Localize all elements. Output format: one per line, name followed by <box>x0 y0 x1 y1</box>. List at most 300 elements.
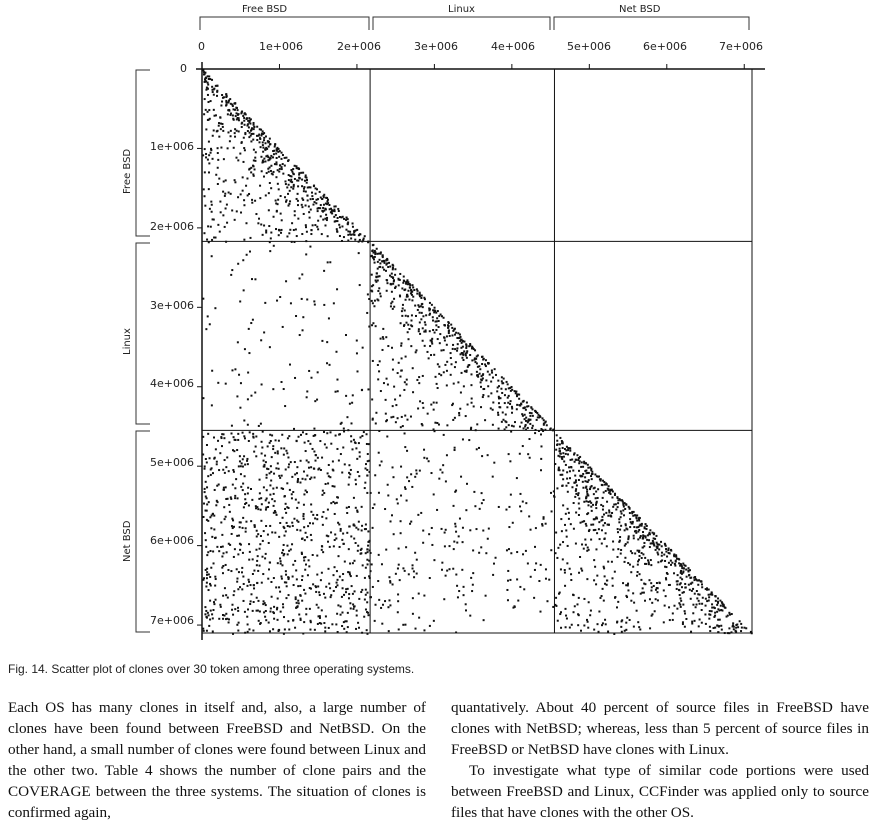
clone-point <box>210 550 212 552</box>
clone-point <box>619 536 621 538</box>
clone-point <box>206 239 208 241</box>
clone-point <box>253 126 255 128</box>
clone-point <box>480 381 482 383</box>
clone-point <box>516 578 518 580</box>
clone-point <box>507 397 509 399</box>
clone-point <box>481 356 483 358</box>
clone-point <box>626 528 628 530</box>
clone-point <box>688 584 690 586</box>
clone-point <box>276 300 278 302</box>
clone-point <box>206 503 208 505</box>
clone-point <box>649 529 651 531</box>
clone-point <box>460 347 462 349</box>
clone-point <box>508 526 510 528</box>
clone-point <box>451 363 453 365</box>
clone-point <box>441 562 443 564</box>
clone-point <box>624 508 626 510</box>
clone-point <box>560 518 562 520</box>
clone-point <box>440 374 442 376</box>
clone-point <box>208 501 210 503</box>
clone-point <box>569 627 571 629</box>
clone-point <box>339 216 341 218</box>
clone-point <box>456 542 458 544</box>
clone-point <box>218 178 220 180</box>
clone-point <box>280 611 282 613</box>
clone-point <box>322 524 324 526</box>
clone-point <box>401 287 403 289</box>
clone-point <box>270 232 272 234</box>
clone-point <box>578 479 580 481</box>
clone-point <box>355 442 357 444</box>
clone-point <box>544 429 546 431</box>
clone-point <box>225 594 227 596</box>
clone-point <box>351 402 353 404</box>
clone-point <box>202 154 204 156</box>
clone-point <box>642 587 644 589</box>
clone-point <box>418 330 420 332</box>
clone-point <box>342 216 344 218</box>
left-bracket-freebsd <box>136 70 150 236</box>
clone-point <box>327 482 329 484</box>
clone-point <box>550 428 552 430</box>
clone-point <box>255 446 257 448</box>
clone-point <box>506 589 508 591</box>
clone-point <box>494 368 496 370</box>
clone-point <box>361 506 363 508</box>
clone-point <box>364 487 366 489</box>
clone-point <box>465 609 467 611</box>
clone-point <box>564 572 566 574</box>
clone-point <box>646 539 648 541</box>
clone-point <box>305 204 307 206</box>
clone-point <box>594 487 596 489</box>
clone-point <box>297 478 299 480</box>
clone-point <box>405 299 407 301</box>
clone-point <box>583 520 585 522</box>
clone-point <box>239 543 241 545</box>
clone-point <box>336 288 338 290</box>
clone-point <box>215 114 217 116</box>
clone-point <box>305 608 307 610</box>
clone-point <box>264 455 266 457</box>
clone-point <box>404 415 406 417</box>
clone-point <box>610 515 612 517</box>
clone-point <box>302 431 304 433</box>
clone-point <box>282 326 284 328</box>
clone-point <box>485 359 487 361</box>
clone-point <box>312 554 314 556</box>
clone-point <box>291 175 293 177</box>
clone-point <box>237 607 239 609</box>
clone-point <box>271 434 273 436</box>
clone-point <box>231 518 233 520</box>
clone-point <box>321 572 323 574</box>
clone-point <box>272 156 274 158</box>
clone-point <box>261 383 263 385</box>
clone-point <box>272 388 274 390</box>
clone-point <box>366 443 368 445</box>
clone-point <box>422 375 424 377</box>
clone-point <box>371 563 373 565</box>
clone-point <box>235 157 237 159</box>
clone-point <box>214 307 216 309</box>
clone-point <box>225 486 227 488</box>
clone-point <box>230 103 232 105</box>
clone-point <box>272 150 274 152</box>
clone-point <box>354 590 356 592</box>
clone-point <box>453 505 455 507</box>
clone-point <box>281 487 283 489</box>
clone-point <box>564 524 566 526</box>
clone-point <box>203 516 205 518</box>
clone-point <box>206 571 208 573</box>
clone-point <box>207 475 209 477</box>
clone-point <box>545 568 547 570</box>
clone-point <box>622 582 624 584</box>
clone-point <box>608 509 610 511</box>
clone-point <box>360 552 362 554</box>
clone-point <box>570 573 572 575</box>
clone-point <box>359 456 361 458</box>
clone-point <box>288 507 290 509</box>
clone-point <box>215 599 217 601</box>
clone-point <box>463 594 465 596</box>
clone-point <box>320 579 322 581</box>
clone-point <box>289 526 291 528</box>
clone-point <box>482 394 484 396</box>
clone-point <box>260 129 262 131</box>
clone-point <box>210 100 212 102</box>
clone-point <box>280 575 282 577</box>
clone-point <box>575 481 577 483</box>
clone-point <box>643 583 645 585</box>
clone-point <box>316 514 318 516</box>
clone-point <box>609 492 611 494</box>
clone-point <box>649 546 651 548</box>
clone-point <box>443 317 445 319</box>
clone-point <box>603 538 605 540</box>
clone-point <box>595 548 597 550</box>
clone-point <box>482 359 484 361</box>
clone-point <box>680 582 682 584</box>
clone-point <box>283 388 285 390</box>
clone-point <box>301 553 303 555</box>
clone-point <box>367 388 369 390</box>
clone-point <box>298 177 300 179</box>
clone-point <box>325 214 327 216</box>
clone-point <box>585 525 587 527</box>
clone-point <box>212 91 214 93</box>
clone-point <box>225 613 227 615</box>
clone-point <box>415 628 417 630</box>
clone-point <box>618 541 620 543</box>
clone-point <box>228 441 230 443</box>
clone-point <box>478 447 480 449</box>
paragraph: quantatively. About 40 percent of source files in FreeBSD have clones with NetBSD; whereas, less than 5 percent of source files in FreeBSD or NetBSD have clones with Linux. <box>451 699 869 758</box>
clone-point <box>313 300 315 302</box>
clone-point <box>297 600 299 602</box>
clone-point <box>458 590 460 592</box>
clone-point <box>428 460 430 462</box>
clone-point <box>603 491 605 493</box>
clone-point <box>257 600 259 602</box>
clone-point <box>321 549 323 551</box>
clone-point <box>498 385 500 387</box>
clone-point <box>291 241 293 243</box>
clone-point <box>466 345 468 347</box>
clone-point <box>345 229 347 231</box>
clone-point <box>280 560 282 562</box>
clone-point <box>353 231 355 233</box>
clone-point <box>491 369 493 371</box>
clone-point <box>250 593 252 595</box>
clone-point <box>349 602 351 604</box>
clone-point <box>446 570 448 572</box>
clone-point <box>230 135 232 137</box>
clone-point <box>603 600 605 602</box>
clone-point <box>581 461 583 463</box>
clone-point <box>450 374 452 376</box>
clone-point <box>348 548 350 550</box>
clone-point <box>431 527 433 529</box>
clone-point <box>330 596 332 598</box>
clone-point <box>336 231 338 233</box>
clone-point <box>584 539 586 541</box>
clone-point <box>391 291 393 293</box>
clone-point <box>510 431 512 433</box>
clone-point <box>288 184 290 186</box>
clone-point <box>310 209 312 211</box>
clone-point <box>471 346 473 348</box>
clone-point <box>353 524 355 526</box>
clone-point <box>366 469 368 471</box>
clone-point <box>205 610 207 612</box>
clone-point <box>214 537 216 539</box>
clone-point <box>236 624 238 626</box>
clone-point <box>591 485 593 487</box>
clone-point <box>365 594 367 596</box>
clone-point <box>650 559 652 561</box>
clone-point <box>511 425 513 427</box>
clone-point <box>680 563 682 565</box>
clone-point <box>306 459 308 461</box>
clone-point <box>379 464 381 466</box>
clone-point <box>244 149 246 151</box>
clone-point <box>479 508 481 510</box>
clone-point <box>211 239 213 241</box>
clone-point <box>286 235 288 237</box>
clone-point <box>284 157 286 159</box>
clone-point <box>690 598 692 600</box>
clone-point <box>639 555 641 557</box>
clone-point <box>237 263 239 265</box>
clone-point <box>228 191 230 193</box>
clone-point <box>672 619 674 621</box>
clone-point <box>368 443 370 445</box>
clone-point <box>271 456 273 458</box>
clone-point <box>515 392 517 394</box>
clone-point <box>465 353 467 355</box>
clone-point <box>400 370 402 372</box>
clone-point <box>344 620 346 622</box>
clone-point <box>264 616 266 618</box>
clone-point <box>529 423 531 425</box>
clone-point <box>321 609 323 611</box>
clone-point <box>323 492 325 494</box>
clone-point <box>386 378 388 380</box>
clone-point <box>208 614 210 616</box>
x-tick-label: 0 <box>198 40 205 53</box>
clone-point <box>588 529 590 531</box>
clone-point <box>309 608 311 610</box>
clone-point <box>460 476 462 478</box>
clone-point <box>487 395 489 397</box>
clone-point <box>288 550 290 552</box>
clone-point <box>659 582 661 584</box>
clone-point <box>248 628 250 630</box>
clone-point <box>692 588 694 590</box>
clone-point <box>269 442 271 444</box>
clone-point <box>281 168 283 170</box>
clone-point <box>395 573 397 575</box>
clone-point <box>329 546 331 548</box>
clone-point <box>335 586 337 588</box>
clone-point <box>281 219 283 221</box>
clone-point <box>321 340 323 342</box>
clone-point <box>332 460 334 462</box>
clone-point <box>658 548 660 550</box>
clone-point <box>441 528 443 530</box>
clone-point <box>265 507 267 509</box>
clone-point <box>530 407 532 409</box>
clone-point <box>449 568 451 570</box>
clone-point <box>269 562 271 564</box>
clone-point <box>372 360 374 362</box>
clone-point <box>441 472 443 474</box>
clone-point <box>312 204 314 206</box>
clone-point <box>571 624 573 626</box>
clone-point <box>314 304 316 306</box>
clone-point <box>207 159 209 161</box>
clone-point <box>208 171 210 173</box>
clone-point <box>711 594 713 596</box>
clone-point <box>207 225 209 227</box>
clone-point <box>391 514 393 516</box>
clone-point <box>336 584 338 586</box>
clone-point <box>303 559 305 561</box>
clone-point <box>645 528 647 530</box>
clone-point <box>229 511 231 513</box>
clone-point <box>312 198 314 200</box>
clone-point <box>740 630 742 632</box>
clone-point <box>608 485 610 487</box>
clone-point <box>451 327 453 329</box>
clone-point <box>313 201 315 203</box>
clone-point <box>522 445 524 447</box>
clone-point <box>308 565 310 567</box>
clone-point <box>540 469 542 471</box>
clone-point <box>463 586 465 588</box>
clone-point <box>633 626 635 628</box>
clone-point <box>208 188 210 190</box>
clone-point <box>409 287 411 289</box>
clone-point <box>583 624 585 626</box>
clone-point <box>358 598 360 600</box>
clone-point <box>376 272 378 274</box>
clone-point <box>382 260 384 262</box>
clone-point <box>356 352 358 354</box>
clone-point <box>296 578 298 580</box>
clone-point <box>298 436 300 438</box>
clone-point <box>204 81 206 83</box>
clone-point <box>236 568 238 570</box>
clone-point <box>519 426 521 428</box>
clone-point <box>657 561 659 563</box>
clone-point <box>334 539 336 541</box>
clone-point <box>232 105 234 107</box>
clone-point <box>614 596 616 598</box>
clone-point <box>207 119 209 121</box>
clone-point <box>670 550 672 552</box>
clone-point <box>524 407 526 409</box>
clone-point <box>390 416 392 418</box>
clone-point <box>384 508 386 510</box>
clone-point <box>283 535 285 537</box>
clone-point <box>514 421 516 423</box>
clone-point <box>569 450 571 452</box>
clone-point <box>338 459 340 461</box>
clone-point <box>237 159 239 161</box>
clone-point <box>274 144 276 146</box>
clone-point <box>665 577 667 579</box>
clone-point <box>497 380 499 382</box>
clone-point <box>405 315 407 317</box>
clone-point <box>221 123 223 125</box>
clone-point <box>213 562 215 564</box>
clone-point <box>476 448 478 450</box>
clone-point <box>455 531 457 533</box>
clone-point <box>511 408 513 410</box>
clone-point <box>327 202 329 204</box>
clone-point <box>552 606 554 608</box>
clone-point <box>458 535 460 537</box>
clone-point <box>666 556 668 558</box>
clone-point <box>653 537 655 539</box>
clone-point <box>283 633 285 635</box>
clone-point <box>279 591 281 593</box>
clone-point <box>750 631 752 633</box>
clone-point <box>374 262 376 264</box>
clone-point <box>350 535 352 537</box>
clone-point <box>578 572 580 574</box>
clone-point <box>359 451 361 453</box>
clone-point <box>599 597 601 599</box>
clone-point <box>552 429 554 431</box>
clone-point <box>363 431 365 433</box>
clone-point <box>245 527 247 529</box>
clone-point <box>382 256 384 258</box>
clone-point <box>349 403 351 405</box>
clone-point <box>242 161 244 163</box>
clone-point <box>457 381 459 383</box>
clone-point <box>575 490 577 492</box>
clone-point <box>684 583 686 585</box>
clone-point <box>301 179 303 181</box>
clone-point <box>278 188 280 190</box>
clone-point <box>342 587 344 589</box>
clone-point <box>685 565 687 567</box>
clone-point <box>604 522 606 524</box>
